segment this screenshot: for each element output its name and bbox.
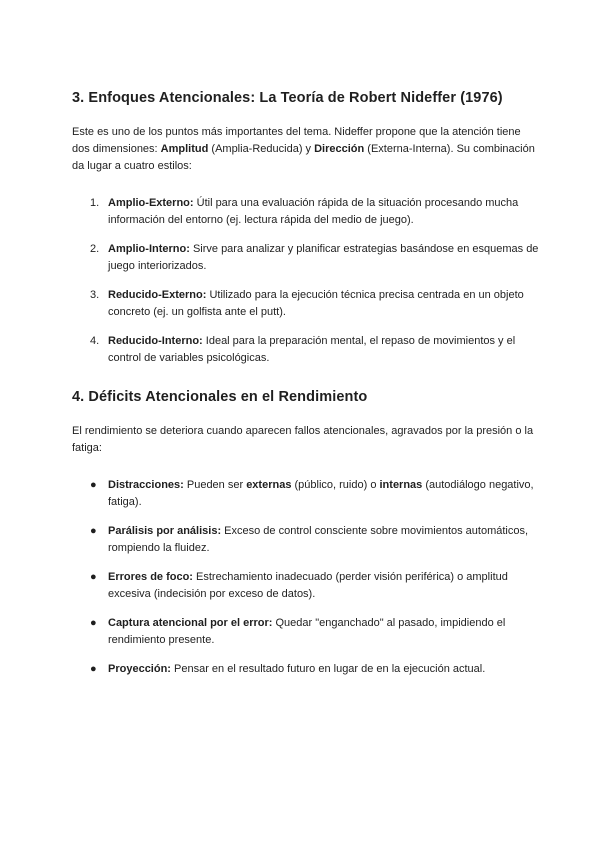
list-item [72,195,540,229]
item-text: Estrechamiento inadecuado (perder visión periférica) o amplitud excesiva (indecisión por exceso de datos). [108,571,508,600]
bullet-icon: ● [90,571,97,583]
bullet-icon: ● [90,663,97,675]
item-text: Pueden ser [183,479,247,491]
item-text: Sirve para analizar y planificar estrategias basándose en esquemas de juego interiorizados. [108,243,539,272]
item-text: Quedar "enganchado" al pasado, impidiendo el rendimiento presente. [108,617,506,646]
list-item [72,569,540,603]
item-term: Errores de foco: [108,571,193,583]
item-term: Parálisis por análisis: [108,525,222,537]
section-3-heading: 3. Enfoques Atencionales: La Teoría de Robert Nideffer (1976) [72,90,503,106]
attention-deficits-list [72,477,540,678]
item-text: Exceso de control consciente sobre movimientos automáticos, rompiendo la fluidez. [108,525,529,554]
item-term: Reducido-Interno: [108,335,203,347]
list-item [72,333,540,367]
item-term: Captura atencional por el error: [108,617,273,629]
item-term: Proyección: [108,663,171,675]
item-term: Amplio-Externo: [108,197,194,209]
list-item [72,615,540,649]
intro-text-2: (Amplia-Reducida) y [208,143,315,155]
section-4-intro: El rendimiento se deteriora cuando aparecen fallos atencionales, agravados por la presión o la fatiga: [72,425,534,454]
list-number: 1. [90,197,100,209]
list-item [72,661,540,678]
item-text: Utilizado para la ejecución técnica precisa centrada en un objeto concreto (ej. un golfista ante el putt). [108,289,524,318]
item-text: (autodiálogo negativo, fatiga). [108,479,534,508]
item-bold-externas: externas [246,479,292,491]
intro-bold-direccion: Dirección [314,143,365,155]
bullet-icon: ● [90,617,97,629]
section-3-intro [72,124,540,175]
item-term: Reducido-Externo: [108,289,207,301]
list-item [72,287,540,321]
item-bold-internas: internas [379,479,423,491]
item-text: Útil para una evaluación rápida de la situación procesando mucha información del entorno (ej. lectura rápida del medio de juego). [108,197,519,226]
item-text: Ideal para la preparación mental, el repaso de movimientos y el control de variables psicológicas. [108,335,516,364]
intro-text-1: Este es uno de los puntos más importantes del tema. Nideffer propone que la atención tiene dos dimensiones: [72,126,521,155]
item-term: Distracciones: [108,479,184,491]
list-number: 3. [90,289,100,301]
bullet-icon: ● [90,525,97,537]
item-text: Pensar en el resultado futuro en lugar de en la ejecución actual. [170,663,486,675]
attention-styles-list [72,195,540,367]
list-item [72,523,540,557]
list-item [72,241,540,275]
item-term: Amplio-Interno: [108,243,190,255]
section-4-heading: 4. Déficits Atencionales en el Rendimiento [72,389,368,405]
intro-text-3: (Externa-Interna). Su combinación da lugar a cuatro estilos: [72,143,535,172]
list-number: 4. [90,335,100,347]
item-text: (público, ruido) o [291,479,380,491]
intro-bold-amplitud: Amplitud [160,143,209,155]
list-item [72,477,540,511]
bullet-icon: ● [90,479,97,491]
list-number: 2. [90,243,100,255]
